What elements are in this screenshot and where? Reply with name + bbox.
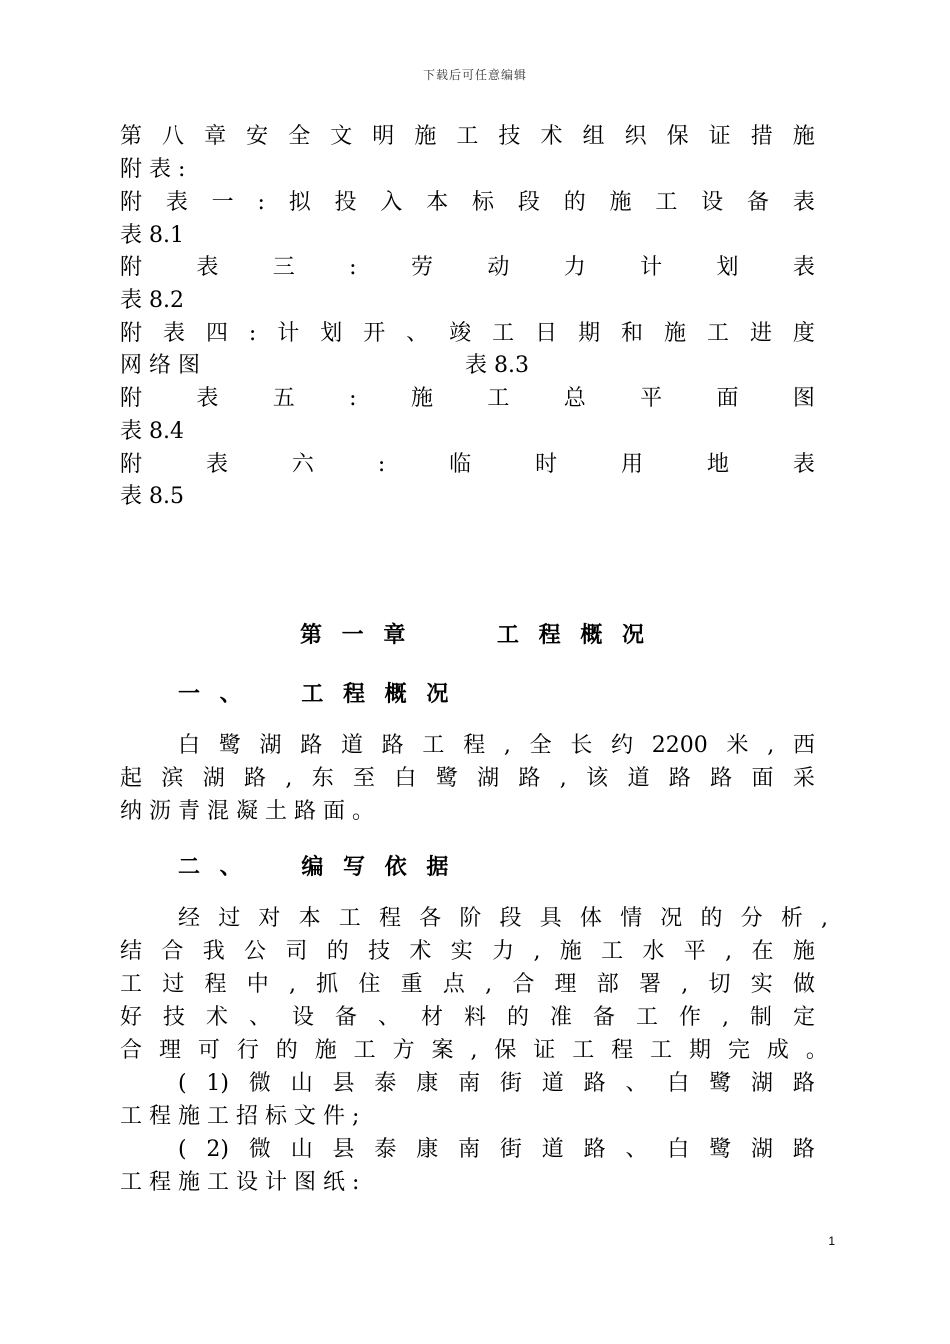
section2-para-line5	[120, 1034, 828, 1067]
text-token: 况	[660, 906, 683, 931]
text-token: 可	[197, 1038, 220, 1063]
text-token: 附	[120, 190, 143, 215]
text-token: 、	[406, 321, 429, 346]
text-token: 街	[499, 1137, 522, 1162]
text-token: 方	[392, 1038, 415, 1063]
text-token: 附	[120, 255, 143, 280]
text-token: 对	[258, 906, 281, 931]
text-token: 泰	[374, 1137, 397, 1162]
text-token: 抓	[316, 972, 339, 997]
text-token: 做	[792, 972, 815, 997]
text-token: 道	[541, 1137, 564, 1162]
toc-appendix-title: 附 表 :	[120, 157, 186, 182]
text-token: 五	[272, 386, 295, 411]
text-token: 附	[120, 321, 143, 346]
text-token: 部	[596, 972, 619, 997]
toc-a4-ref-a: 网 络 图	[120, 353, 200, 378]
text-token: 四	[205, 321, 228, 346]
toc-a6-ref: 表 8.5	[120, 484, 184, 509]
text-token: :	[248, 321, 257, 346]
toc-a3	[120, 251, 815, 284]
text-token: (	[178, 1137, 187, 1162]
text-token: 的	[275, 1038, 298, 1063]
text-token: 路	[583, 1137, 606, 1162]
text-token: 工	[572, 1038, 595, 1063]
text-token: 白	[667, 1137, 690, 1162]
text-token: 湖	[477, 766, 500, 791]
section1-para-line2	[120, 762, 815, 795]
text-token: 、	[249, 1005, 272, 1030]
toc-a4	[120, 317, 815, 350]
text-token: 鹭	[218, 733, 241, 758]
text-token: 技	[163, 1005, 186, 1030]
text-token: 文	[330, 124, 353, 149]
text-token: 白	[178, 733, 201, 758]
text-token: 八	[162, 124, 185, 149]
text-token: 阶	[459, 906, 482, 931]
text-token: 重	[400, 972, 423, 997]
text-token: 度	[792, 321, 815, 346]
text-token: 材	[421, 1005, 444, 1030]
text-token: 施	[410, 386, 433, 411]
text-token: 施	[314, 1038, 337, 1063]
text-token: 泰	[374, 1071, 397, 1096]
text-token: 县	[332, 1137, 355, 1162]
text-token: 的	[563, 190, 586, 215]
text-token: 证	[708, 124, 731, 149]
text-token: 。	[805, 1038, 828, 1063]
text-token: 划	[716, 255, 739, 280]
text-token: 日	[535, 321, 558, 346]
text-token: 康	[416, 1137, 439, 1162]
text-token: 路	[792, 1137, 815, 1162]
text-token: 组	[582, 124, 605, 149]
text-token: 康	[416, 1071, 439, 1096]
text-token: 制	[749, 1005, 772, 1030]
text-token: ,	[503, 733, 511, 758]
text-token: 过	[218, 906, 241, 931]
text-token: 水	[642, 939, 665, 964]
text-token: 白	[667, 1071, 690, 1096]
text-token: 织	[624, 124, 647, 149]
text-token: 表	[162, 321, 185, 346]
text-token: 投	[334, 190, 357, 215]
text-token: 东	[311, 766, 334, 791]
text-token: 住	[358, 972, 381, 997]
text-token: 施	[792, 939, 815, 964]
toc-a3-ref: 表 8.2	[120, 288, 184, 313]
text-token: 的	[326, 939, 349, 964]
toc-a4-ref-b: 表 8.3	[465, 353, 529, 378]
text-token: 约	[611, 733, 634, 758]
text-token: ,	[559, 766, 567, 791]
text-token: 面	[751, 766, 774, 791]
page-number: 1	[828, 1234, 835, 1248]
text-token: 明	[372, 124, 395, 149]
toc-a6	[120, 448, 815, 481]
text-token: 工	[650, 1038, 673, 1063]
text-token: 设	[701, 190, 724, 215]
text-token: 力	[492, 939, 515, 964]
text-token: 开	[363, 321, 386, 346]
text-token: ,	[725, 939, 733, 964]
toc-chapter8	[120, 120, 815, 153]
text-token: 六	[291, 452, 314, 477]
text-token: 本	[298, 906, 321, 931]
text-token: :	[257, 190, 265, 215]
text-token: 施	[414, 124, 437, 149]
text-token: 备	[335, 1005, 358, 1030]
text-token: 措	[750, 124, 773, 149]
text-token: 期	[689, 1038, 712, 1063]
text-token: 在	[751, 939, 774, 964]
text-token: 湖	[750, 1071, 773, 1096]
text-token: 表	[165, 190, 188, 215]
text-token: 行	[236, 1038, 259, 1063]
text-token: 滨	[161, 766, 184, 791]
text-token: 术	[409, 939, 432, 964]
text-token: 临	[449, 452, 472, 477]
text-token: 施	[559, 939, 582, 964]
text-token: 划	[320, 321, 343, 346]
text-token: 微	[248, 1071, 271, 1096]
text-token: 三	[272, 255, 295, 280]
text-token: 情	[620, 906, 643, 931]
text-token: 南	[458, 1071, 481, 1096]
text-token: 街	[499, 1071, 522, 1096]
text-token: 具	[539, 906, 562, 931]
text-token: 施	[792, 124, 815, 149]
text-token: 总	[563, 386, 586, 411]
text-token: 合	[512, 972, 535, 997]
text-token: 施	[664, 321, 687, 346]
text-token: 道	[541, 1071, 564, 1096]
text-token: 标	[472, 190, 495, 215]
text-token: (	[178, 1071, 187, 1096]
text-token: 设	[292, 1005, 315, 1030]
text-token: 合	[161, 939, 184, 964]
text-token: 1)	[206, 1071, 230, 1096]
text-token: ,	[533, 939, 541, 964]
section1-text: 工 程 概 况	[301, 682, 455, 707]
text-token: 竣	[449, 321, 472, 346]
text-token: ,	[767, 733, 775, 758]
text-token: 保	[494, 1038, 517, 1063]
text-token: 结	[120, 939, 143, 964]
text-token: 路	[710, 766, 733, 791]
text-token: 湖	[259, 733, 282, 758]
text-token: 程	[204, 972, 227, 997]
text-token: 道	[340, 733, 363, 758]
text-token: 劳	[410, 255, 433, 280]
text-token: 术	[540, 124, 563, 149]
text-token: 施	[609, 190, 632, 215]
text-token: 作	[679, 1005, 702, 1030]
text-token: 定	[792, 1005, 815, 1030]
text-token: 湖	[750, 1137, 773, 1162]
text-token: 道	[627, 766, 650, 791]
text-token: 进	[749, 321, 772, 346]
text-token: 工	[655, 190, 678, 215]
text-token: 起	[120, 766, 143, 791]
text-token: 程	[463, 733, 486, 758]
text-token: 附	[120, 452, 143, 477]
section2-text: 编 写 依 据	[301, 855, 455, 880]
section2-number: 二 、	[178, 855, 248, 880]
section2-para-line1	[178, 902, 828, 935]
toc-a1-ref: 表 8.1	[120, 223, 184, 248]
toc-a4-ref	[120, 349, 815, 382]
text-token: 面	[716, 386, 739, 411]
text-token: 工	[487, 386, 510, 411]
text-token: 料	[464, 1005, 487, 1030]
page-header: 下载后可任意编辑	[422, 68, 527, 82]
text-token: 工	[492, 321, 515, 346]
text-token: 体	[579, 906, 602, 931]
text-token: 路	[300, 733, 323, 758]
text-token: 、	[625, 1071, 648, 1096]
text-token: 图	[792, 386, 815, 411]
text-token: 工	[120, 972, 143, 997]
text-token: 平	[683, 939, 706, 964]
text-token: 成	[766, 1038, 789, 1063]
text-token: 计	[277, 321, 300, 346]
text-token: 入	[380, 190, 403, 215]
text-token: 工	[636, 1005, 659, 1030]
text-token: 期	[578, 321, 601, 346]
chapter1-title-text: 工 程 概 况	[497, 623, 650, 648]
text-token: 分	[740, 906, 763, 931]
section2-item2-cont: 工 程 施 工 设 计 图 纸 :	[120, 1170, 360, 1195]
text-token: 表	[792, 452, 815, 477]
text-token: 第	[120, 124, 143, 149]
text-token: 表	[196, 386, 219, 411]
text-token: 的	[507, 1005, 530, 1030]
text-token: 实	[450, 939, 473, 964]
text-token: 工	[353, 1038, 376, 1063]
text-token: ,	[288, 972, 296, 997]
text-token: 采	[792, 766, 815, 791]
chapter1-title	[300, 618, 650, 649]
text-token: 拟	[288, 190, 311, 215]
text-token: 案	[431, 1038, 454, 1063]
text-token: 工	[422, 733, 445, 758]
text-token: 、	[378, 1005, 401, 1030]
text-token: 段	[499, 906, 522, 931]
text-token: 章	[204, 124, 227, 149]
text-token: ,	[470, 1038, 478, 1063]
text-token: 表	[792, 190, 815, 215]
text-token: 路	[518, 766, 541, 791]
text-token: 点	[442, 972, 465, 997]
text-token: ,	[821, 906, 828, 931]
toc-a5-ref: 表 8.4	[120, 419, 184, 444]
text-token: 南	[458, 1137, 481, 1162]
text-token: 技	[368, 939, 391, 964]
section1-title	[178, 677, 454, 708]
text-token: 署	[639, 972, 662, 997]
text-token: 工	[706, 321, 729, 346]
section2-item1	[178, 1067, 815, 1100]
text-token: 、	[625, 1137, 648, 1162]
section2-title	[178, 850, 454, 881]
text-token: 证	[533, 1038, 556, 1063]
text-token: 路	[381, 733, 404, 758]
text-token: 我	[202, 939, 225, 964]
text-token: 微	[248, 1137, 271, 1162]
text-token: 动	[487, 255, 510, 280]
text-token: 术	[206, 1005, 229, 1030]
text-token: 经	[178, 906, 201, 931]
text-token: 备	[747, 190, 770, 215]
text-token: ,	[485, 972, 493, 997]
text-token: 平	[640, 386, 663, 411]
text-token: ,	[722, 1005, 729, 1030]
text-token: 鹭	[435, 766, 458, 791]
text-token: 全	[288, 124, 311, 149]
text-token: 表	[205, 452, 228, 477]
text-token: 安	[246, 124, 269, 149]
text-token: 保	[666, 124, 689, 149]
section2-item1-cont: 工 程 施 工 招 标 文 件 ;	[120, 1104, 360, 1129]
text-token: 过	[162, 972, 185, 997]
text-token: 该	[586, 766, 609, 791]
text-token: :	[349, 386, 357, 411]
text-token: 计	[640, 255, 663, 280]
text-token: 理	[158, 1038, 181, 1063]
section1-number: 一 、	[178, 682, 248, 707]
text-token: 白	[394, 766, 417, 791]
text-token: 工	[338, 906, 361, 931]
text-token: 段	[517, 190, 540, 215]
text-token: 鹭	[709, 1137, 732, 1162]
text-token: 技	[498, 124, 521, 149]
text-token: 表	[196, 255, 219, 280]
text-token: 工	[456, 124, 479, 149]
text-token: 时	[535, 452, 558, 477]
text-token: 中	[246, 972, 269, 997]
toc-a5	[120, 382, 815, 415]
text-token: 路	[792, 1071, 815, 1096]
text-token: 准	[550, 1005, 573, 1030]
text-token: 工	[601, 939, 624, 964]
text-token: 米	[726, 733, 749, 758]
text-token: 力	[563, 255, 586, 280]
text-token: 程	[611, 1038, 634, 1063]
text-token: 理	[554, 972, 577, 997]
text-token: 附	[120, 386, 143, 411]
text-token: :	[349, 255, 357, 280]
text-token: 各	[419, 906, 442, 931]
text-token: 析	[780, 906, 803, 931]
text-token: 一	[211, 190, 234, 215]
text-token: 长	[570, 733, 593, 758]
text-token: ,	[681, 972, 689, 997]
text-token: 表	[792, 255, 815, 280]
text-token: 地	[706, 452, 729, 477]
text-token: 山	[290, 1071, 313, 1096]
text-token: 湖	[202, 766, 225, 791]
text-token: 好	[120, 1005, 143, 1030]
text-token: 司	[285, 939, 308, 964]
section2-para-line4	[120, 1001, 815, 1034]
text-token: 切	[708, 972, 731, 997]
text-token: :	[377, 452, 386, 477]
text-token: 2)	[206, 1137, 230, 1162]
section2-para-line2	[120, 935, 815, 968]
text-token: 至	[353, 766, 376, 791]
toc-a1	[120, 186, 815, 219]
text-token: 的	[700, 906, 723, 931]
text-token: 实	[750, 972, 773, 997]
text-token: 路	[668, 766, 691, 791]
text-token: 西	[792, 733, 815, 758]
text-token: 路	[583, 1071, 606, 1096]
text-token: 2200	[651, 733, 708, 758]
section2-item2	[178, 1133, 815, 1166]
text-token: 公	[244, 939, 267, 964]
text-token: 鹭	[709, 1071, 732, 1096]
text-token: 县	[332, 1071, 355, 1096]
text-token: 程	[378, 906, 401, 931]
text-token: 山	[290, 1137, 313, 1162]
text-token: 用	[621, 452, 644, 477]
text-token: 本	[426, 190, 449, 215]
text-token: 合	[120, 1038, 143, 1063]
section1-para-line3: 纳 沥 青 混 凝 土 路 面 。	[120, 799, 374, 824]
text-token: 全	[529, 733, 552, 758]
chapter1-title-number: 第 一 章	[300, 623, 412, 648]
text-token: 备	[593, 1005, 616, 1030]
text-token: 路	[244, 766, 267, 791]
text-token: 完	[727, 1038, 750, 1063]
section2-para-line3	[120, 968, 815, 1001]
section1-para-line1	[178, 729, 815, 762]
text-token: ,	[285, 766, 293, 791]
text-token: 和	[621, 321, 644, 346]
